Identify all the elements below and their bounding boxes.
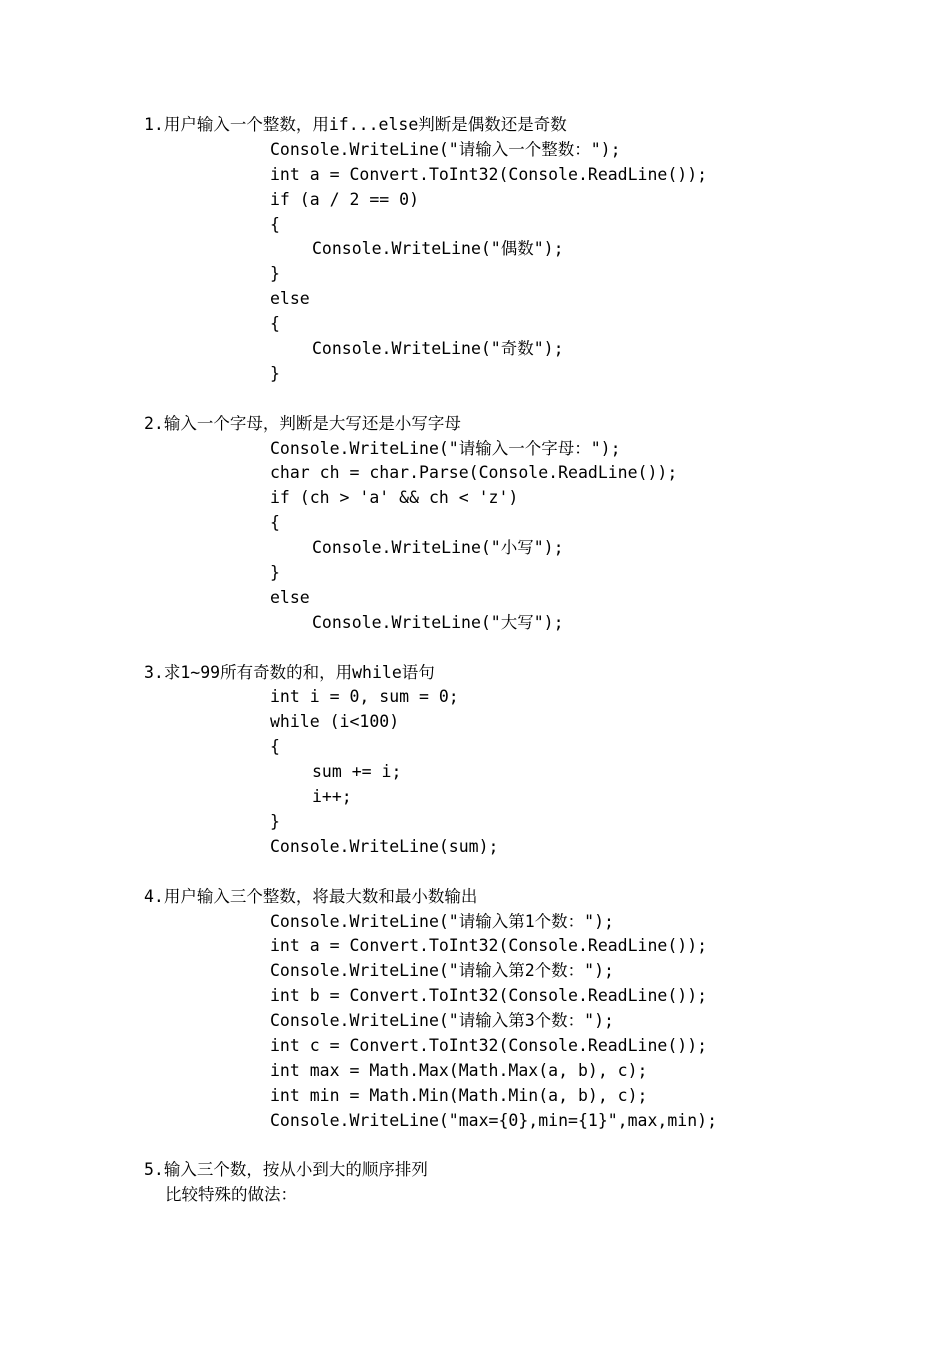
code-line: int i = 0, sum = 0; [270,687,459,707]
code-line: if (ch > 'a' && ch < 'z') [270,488,519,508]
code-line: Console.WriteLine("请输入一个整数："); [270,139,621,159]
code-line: while (i<100) [270,712,400,732]
code-line: else [270,587,310,607]
code-line: Console.WriteLine(sum); [270,836,499,856]
section-spacer [144,387,924,412]
code-line: char ch = char.Parse(Console.ReadLine()); [270,463,678,483]
code-line: Console.WriteLine("大写"); [312,612,564,632]
code-line: { [270,737,280,757]
code-line: Console.WriteLine("请输入第1个数："); [270,911,614,931]
code-line: } [270,563,280,583]
code-line: } [270,363,280,383]
exercise-heading: 5.输入三个数，按从小到大的顺序排列 [144,1160,428,1180]
exercise-section-1 [144,113,924,387]
section-spacer [144,1134,924,1159]
exercise-section-5 [144,1158,924,1208]
exercise-heading: 2.输入一个字母，判断是大写还是小写字母 [144,413,461,433]
code-line: { [270,214,280,234]
code-line: Console.WriteLine("奇数"); [312,339,564,359]
document-body [144,113,924,1208]
exercise-section-3 [144,661,924,860]
code-line: if (a / 2 == 0) [270,189,420,209]
code-line: } [270,811,280,831]
code-line: int a = Convert.ToInt32(Console.ReadLine()); [270,164,708,184]
code-line: Console.WriteLine("请输入一个字母："); [270,438,621,458]
code-line: sum += i; [312,762,402,782]
code-line: else [270,289,310,309]
code-line: } [270,264,280,284]
code-line: int b = Convert.ToInt32(Console.ReadLine()); [270,986,708,1006]
code-line: Console.WriteLine("请输入第3个数："); [270,1011,614,1031]
exercise-section-2 [144,412,924,636]
code-line: { [270,513,280,533]
code-line: Console.WriteLine("小写"); [312,538,564,558]
code-line: int a = Convert.ToInt32(Console.ReadLine()); [270,936,708,956]
code-line: i++; [312,787,352,807]
section-spacer [144,860,924,885]
exercise-heading: 3.求1~99所有奇数的和，用while语句 [144,662,435,682]
code-line: int min = Math.Min(Math.Min(a, b), c); [270,1085,648,1105]
exercise-heading: 4.用户输入三个整数，将最大数和最小数输出 [144,886,478,906]
exercise-note: 比较特殊的做法： [165,1185,297,1205]
code-line: Console.WriteLine("偶数"); [312,239,564,259]
code-line: Console.WriteLine("请输入第2个数："); [270,961,614,981]
code-line: Console.WriteLine("max={0},min={1}",max,min); [270,1110,718,1130]
code-line: int c = Convert.ToInt32(Console.ReadLine()); [270,1035,708,1055]
code-line: { [270,314,280,334]
exercise-heading: 1.用户输入一个整数，用if...else判断是偶数还是奇数 [144,115,567,134]
section-spacer [144,636,924,661]
code-line: int max = Math.Max(Math.Max(a, b), c); [270,1060,648,1080]
exercise-section-4 [144,885,924,1134]
